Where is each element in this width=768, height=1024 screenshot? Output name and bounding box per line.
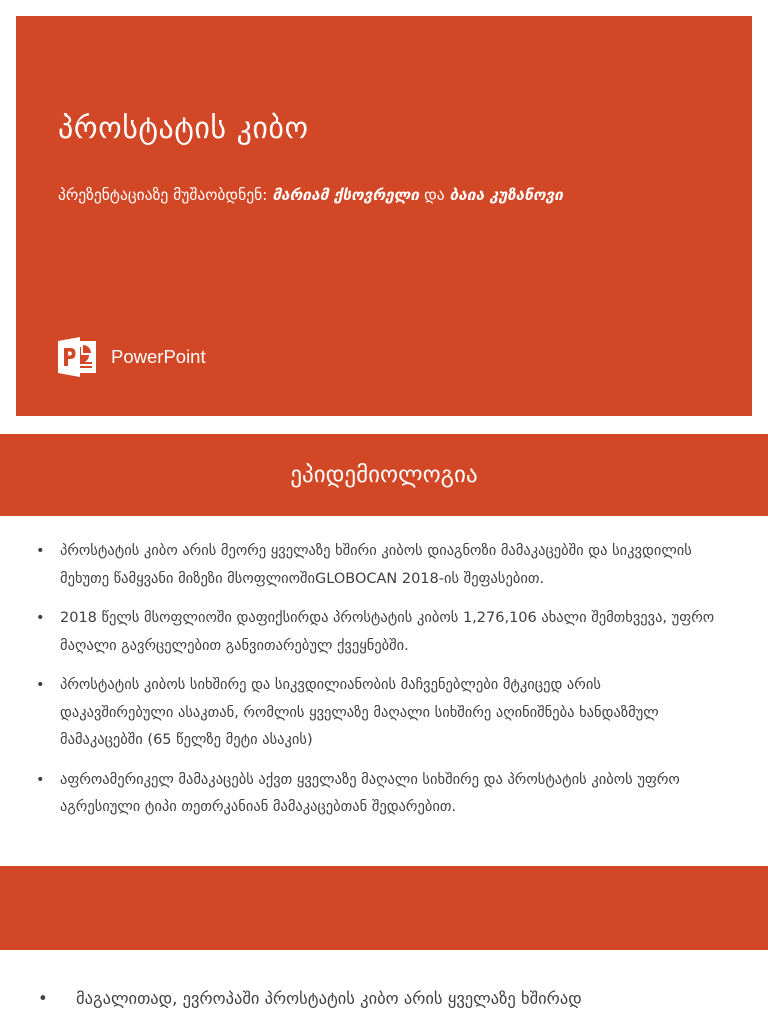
bullet-dot: •: [38, 989, 48, 1008]
powerpoint-label: PowerPoint: [111, 346, 206, 367]
author-1: მარიამ ქსოვრელი: [272, 186, 420, 204]
bullet-dot: •: [36, 543, 45, 559]
author-2: ბაია კუზანოვი: [449, 186, 563, 204]
bullet-text: პროსტატის კიბოს სიხშირე და სიკვდილიანობის მაჩვენებლები მტკიცედ არის დაკავშირებული ასაკთან, რომლის ყველაზე მაღალი სიხშირე აღინიშნება ხანდაზმულ მამაკაცებში (65 წელზე მეტი ასაკის): [60, 677, 659, 748]
section-heading: ეპიდემიოლოგია: [290, 462, 478, 488]
bullet-dot: •: [36, 771, 45, 788]
list-item: [0, 605, 768, 660]
subtitle-join: და: [419, 186, 450, 204]
title-slide: [16, 16, 752, 416]
section-header-band-empty: [0, 866, 768, 950]
next-slide-bullet-list: [0, 985, 768, 1013]
list-item: [0, 985, 768, 1013]
list-item: [0, 538, 768, 593]
bullet-text: მაგალითად, ევროპაში პროსტატის კიბო არის ყველაზე ხშირად: [76, 989, 582, 1008]
section-header-band: [0, 434, 768, 516]
bullet-text: 2018 წელს მსოფლიოში დაფიქსირდა პროსტატის კიბოს 1,276,106 ახალი შემთხვევა, უფრო მაღალი გავრცელებით განვითარებულ ქვეყნებში.: [60, 610, 715, 654]
bullet-text: პროსტატის კიბო არის მეორე ყველაზე ხშირი კიბოს დიაგნოზი მამაკაცებში და სიკვდილის მეხუთე წამყვანი მიზეზი მსოფლიოშიGLOBOCAN 2018-ის შეფასებით.: [60, 543, 692, 587]
slide-subtitle: [58, 186, 618, 204]
powerpoint-branding: [58, 337, 206, 377]
slide-title: პროსტატის კიბო: [58, 111, 309, 146]
bullet-dot: •: [36, 677, 45, 693]
epidemiology-bullet-list: [0, 538, 768, 834]
list-item: [0, 767, 768, 822]
bullet-dot: •: [36, 610, 45, 626]
powerpoint-logo-icon: [58, 337, 100, 377]
bullet-text: აფროამერიკელ მამაკაცებს აქვთ ყველაზე მაღალი სიხშირე და პროსტატის კიბოს უფრო აგრესიული ტიპი თეთრკანიან მამაკაცებთან შედარებით.: [60, 771, 680, 815]
subtitle-prefix: პრეზენტაციაზე მუშაობდნენ:: [58, 186, 273, 204]
list-item: [0, 672, 768, 755]
